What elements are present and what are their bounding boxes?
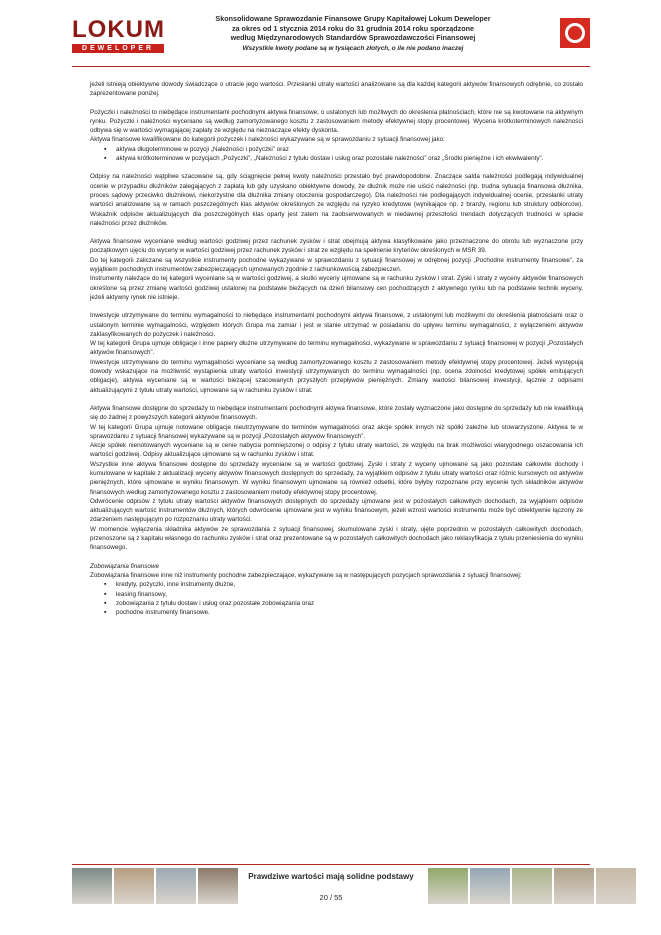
paragraph: W tej kategorii Grupa ujmuje notowane obligacje nieutrzymywane do terminów wymagalności oraz akcje spółek innych niż spółki zależne lub stowarzyszone. Aktywa te w sprawozdaniu z sytuacji finansowej wykazywane są w pozycji „Pozostałych aktywów finansowych”. xyxy=(90,423,583,440)
paragraph: Akcje spółek nienotowanych wyceniane są w cenie nabycia pomniejszonej o odpisy z tytułu utraty wartości, ze względu na brak możliwości wiarygodnego oszacowania ich wartości godziwej. Odpisy aktualizujące ujmowane są w rachunku zysków i strat. xyxy=(90,442,583,459)
list-item: ▪ leasing finansowy, xyxy=(116,590,583,599)
paragraph: Instrumenty należące do tej kategorii wyceniane są w wartości godziwej, a skutki wyceny ujmowane są w rachunku zysków i strat. Zyski i straty z wyceny aktywów finansowych określone są przez zmianę wartości godziwej ustalonej na podstawie bieżących na dzień bilansowy cen pochodzących z aktywnego rynku lub na podstawie technik wyceny, jeżeli aktywny rynek nie istnieje. xyxy=(90,275,583,301)
bullet-list xyxy=(90,580,583,617)
paragraph: Zobowiązania finansowe inne niż instrumenty pochodne zabezpieczające, wykazywane są w następujących pozycjach sprawozdania z sytuacji finansowej: xyxy=(90,571,522,579)
paragraph: W tej kategorii Grupa ujmuje obligacje i inne papiery dłużne utrzymywane do terminu wymagalności, wykazywane w sprawozdaniu z sytuacji finansowej w pozycji „Pozostałych aktywów finansowych”. xyxy=(90,340,583,357)
paragraph: Inwestycje utrzymywane do terminu wymagalności to niebędące instrumentami pochodnymi aktywa finansowe, z ustalonymi lub możliwymi do określenia płatnościami oraz o ustalonym terminie wymagalności, względem których Grupa ma zamiar i jest w stanie utrzymać w posiadaniu do upływu terminu wymagalności, z wyłączeniem aktywów zaklasyfikowanych do pożyczek i należności. xyxy=(90,312,583,338)
report-title-line: według Międzynarodowych Standardów Sprawozdawczości Finansowej xyxy=(230,33,476,42)
paragraph: Odwrócenie odpisów z tytułu utraty wartości aktywów finansowych dostępnych do sprzedaży ujmowane jest w pozostałych całkowitych dochodach, za wyjątkiem odpisów aktualizujących wartość instrumentów dłużnych, których odwrócenie ujmowane jest w wyniku finansowym, jeżeli wzrost wartości instrumentu może być obiektywnie łączony ze zdarzeniem następującym po rozpoznaniu utraty wartości. xyxy=(90,497,583,524)
paragraph: Aktywa finansowe dostępne do sprzedaży to niebędące instrumentami pochodnymi aktywa finansowe, które zostały wyznaczone jako dostępne do sprzedaży lub nie kwalifikują się do żadnej z powyższych kategorii aktywów finansowych. xyxy=(90,404,583,422)
bullet-list xyxy=(90,145,583,164)
footer-divider xyxy=(72,864,590,865)
section-subheading: Zobowiązania finansowe xyxy=(90,562,159,570)
list-item: ▪ kredyty, pożyczki, inne instrumenty dłużne, xyxy=(116,580,583,589)
paragraph: Do tej kategorii zaliczane są wszystkie instrumenty pochodne wykazywane w sprawozdaniu z sytuacji finansowej w odrębnej pozycji „Pochodne instrumenty finansowe”, za wyjątkiem pochodnych instrumentów zabezpieczających ujmowanych zgodnie z rachunkowością zabezpieczeń. xyxy=(90,256,583,274)
report-title-line: Skonsolidowane Sprawozdanie Finansowe Grupy Kapitałowej Lokum Deweloper xyxy=(215,14,491,23)
paragraph: Wszystkie inne aktywa finansowe dostępne do sprzedaży wyceniane są w wartości godziwej. Zyski i straty z wyceny ujmowane są jako pozostałe całkowite dochody i kumulowane w kapitale z aktualizacji wyceny aktywów finansowych dostępnych do sprzedaży, za wyjątkiem odpisów z tytułu utraty wartości oraz różnic kursowych od aktywów pieniężnych, które ujmowane w wyniku finansowym. W wyniku finansowym ujmowane są również odsetki, które byłyby rozpoznane przy wycenie tych składników aktywów finansowych według zamortyzowanego kosztu z zastosowaniem metody efektywnej stopy procentowej. xyxy=(90,460,583,496)
page-header xyxy=(72,10,590,62)
footer-photos-left xyxy=(72,868,238,904)
report-title-line: za okres od 1 stycznia 2014 roku do 31 grudnia 2014 roku sporządzone xyxy=(231,23,475,33)
page-number: 20 / 55 xyxy=(319,893,343,902)
paragraph: Aktywa finansowe kwalifikowane do kategorii pożyczek i należności wykazywane są w sprawozdaniu z sytuacji finansowej jako: xyxy=(90,136,445,144)
paragraph: jeżeli istnieją obiektywne dowody świadczące o utracie jego wartości. Przesłanki utraty wartości analizowane są dla każdej kategorii aktywów finansowych odrębnie, co zostało zaprezentowane poniżej. xyxy=(90,81,583,98)
footer-photos-right xyxy=(428,868,636,904)
building-photo xyxy=(512,868,552,904)
paragraph: Pożyczki i należności to niebędące instrumentami pochodnymi aktywa finansowe, o ustalonych lub możliwych do określenia płatnościach, które nie są kwotowane na aktywnym rynku. Pożyczki i należności wyceniane są według zamortyzowanego kosztu z zastosowaniem metody efektywnej stopy procentowej. Wycena krótkoterminowych należności odbywa się w wartości wymagającej zapłaty ze względu na nieznaczące efekty dyskonta. xyxy=(90,108,583,135)
building-photo xyxy=(114,868,154,904)
paragraph: Odpisy na należności wątpliwe szacowane są, gdy ściągnięcie pełnej kwoty należności przestało być prawdopodobne. Znaczące salda należności podlegają indywidualnej ocenie w przypadku dłużników zalegających z zapłatą lub gdy uzyskano obiektywne dowody, że dłużnik może nie uiścić należności (np. trudna sytuacja finansowa dłużnika, proces sądowy przeciwko dłużnikowi, niekorzystne dla dłużnika zmiany otoczenia gospodarczego). Dla należności nie podlegających indywidualnej ocenie, przesłanki utraty wartości analizowane są w ramach poszczególnych klas aktywów określonych ze względu na ryzyko kredytowe (wynikające np. z branży, regionu lub struktury odbiorców). Wskaźnik odpisów aktualizujących dla poszczególnych klas oparty jest zatem na zaobserwowanych w niedawnej przeszłości trendach dotyczących trudności w spłacie należności przez dłużników. xyxy=(90,173,583,227)
building-photo xyxy=(470,868,510,904)
building-photo xyxy=(72,868,112,904)
building-photo xyxy=(428,868,468,904)
building-photo xyxy=(554,868,594,904)
building-photo xyxy=(596,868,636,904)
list-item: ▪ zobowiązania z tytułu dostaw i usług oraz pozostałe zobowiązania oraz xyxy=(116,599,583,608)
footer-slogan: Prawdziwe wartości mają solidne podstawy xyxy=(248,872,414,881)
paragraph: Inwestycje utrzymywane do terminu wymagalności wyceniane są według zamortyzowanego kosztu z zastosowaniem metody efektywnej stopy procentowej. Jeżeli występują dowody wskazujące na możliwość wystąpienia utraty wartości inwestycji utrzymywanych do terminu wymagalności (np. ocena zdolności kredytowej spółek emitujących obligacje), aktywa wyceniane są w wartości bieżącej szacowanych przyszłych przepływów pieniężnych. Zmiany wartości bilansowej inwestycji, łącznie z odpisami aktualizującymi z tytułu utraty wartości, ujmowane są w rachunku zysków i strat. xyxy=(90,358,583,394)
building-photo xyxy=(198,868,238,904)
list-item: ▪ pochodne instrumenty finansowe. xyxy=(116,608,583,617)
paragraph: Aktywa finansowe wyceniane według wartości godziwej przez rachunek zysków i strat obejmują aktywa klasyfikowane jako przeznaczone do obrotu lub wyznaczone przy początkowym ujęciu do wyceny w wartości godziwej przez rachunek zysków i strat ze względu na spełnienie kryteriów określonych w MSR 39. xyxy=(90,238,583,255)
amounts-note: Wszystkie kwoty podane są w tysiącach złotych, o ile nie podano inaczej xyxy=(242,44,464,52)
logo-word: LOKUM xyxy=(72,16,165,43)
brand-badge-icon xyxy=(560,18,590,48)
header-divider xyxy=(72,66,590,67)
report-title xyxy=(168,14,538,53)
list-item: ▪ aktywa krótkoterminowe w pozycjach „Pożyczki”, „Należności z tytułu dostaw i usług oraz pozostałe należności” oraz „Środki pieniężne i ich ekwiwalenty”. xyxy=(116,154,583,163)
document-body xyxy=(90,80,583,617)
building-photo xyxy=(156,868,196,904)
logo-subtitle: DEWELOPER xyxy=(72,44,164,53)
paragraph: W momencie wyłączenia składnika aktywów ze sprawozdania z sytuacji finansowej, skumulowane zyski i straty, ujęte poprzednio w pozostałych całkowitych dochodach, przenoszone są z kapitału własnego do rachunku zysków i strat oraz prezentowane są w pozostałych całkowitych dochodach jako reklasyfikacja z tytułu przeniesienia do wyniku finansowego. xyxy=(90,525,583,552)
list-item: ▪ aktywa długoterminowe w pozycji „Należności i pożyczki” oraz xyxy=(116,145,583,154)
company-logo xyxy=(72,18,164,52)
